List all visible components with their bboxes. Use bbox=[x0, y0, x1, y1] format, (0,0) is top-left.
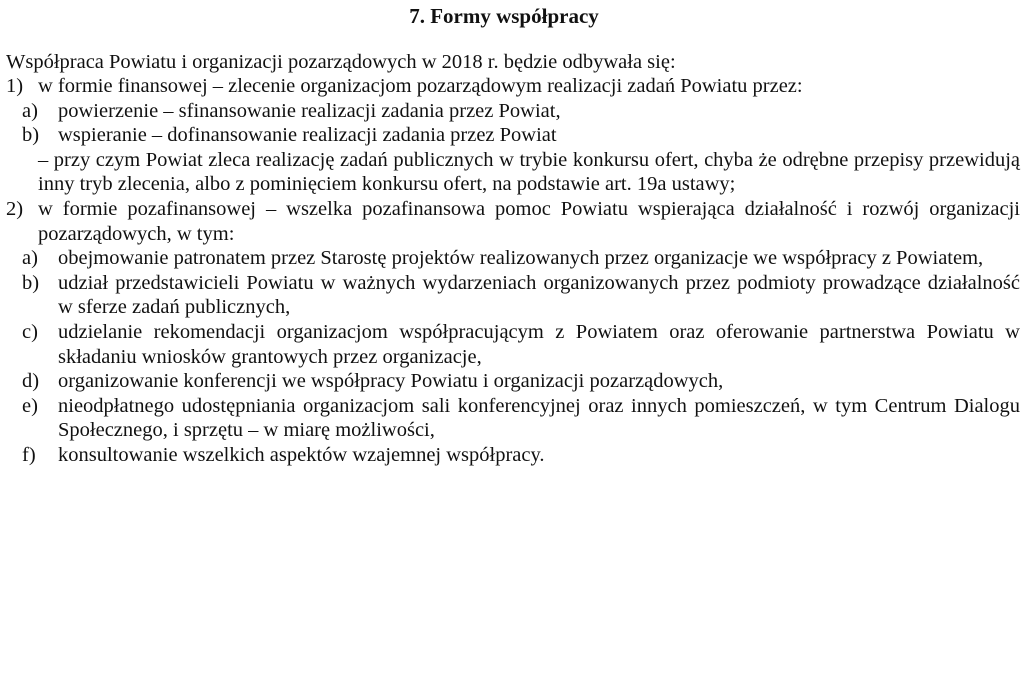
sub-item-2e bbox=[6, 394, 1020, 443]
sub-item-2b bbox=[6, 271, 1020, 320]
list-number: 2) bbox=[6, 197, 24, 220]
sub-letter: a) bbox=[22, 247, 38, 270]
sub-item-text: nieodpłatnego udostępniania organizacjom sali konferencyjnej oraz innych pomieszczeń, w tym Centrum Dialogu Społecznego, i sprzętu – w miarę możliwości, bbox=[58, 394, 1020, 442]
sub-item-text: powierzenie – sfinansowanie realizacji zadania przez Powiat, bbox=[58, 99, 561, 122]
sub-item-2a bbox=[6, 246, 1020, 271]
sub-item-text: wspieranie – dofinansowanie realizacji zadania przez Powiat bbox=[58, 124, 557, 147]
list-item-text: w formie pozafinansowej – wszelka pozafinansowa pomoc Powiatu wspierająca działalność i rozwój organizacji pozarządowych, w tym: bbox=[38, 197, 1020, 245]
sub-letter: d) bbox=[22, 370, 40, 393]
item-continuation: – przy czym Powiat zleca realizację zadań publicznych w trybie konkursu ofert, chyba że odrębne przepisy przewidują inny tryb zlecenia, albo z pominięciem konkursu ofert, na podstawie art. 19a ustawy; bbox=[38, 148, 1020, 196]
sub-letter: e) bbox=[22, 394, 38, 417]
section-title: 7. Formy współpracy bbox=[409, 4, 599, 28]
sub-letter: b) bbox=[22, 124, 40, 147]
list-item-2 bbox=[6, 197, 1020, 468]
sub-item-text: udział przedstawicieli Powiatu w ważnych wydarzeniach organizowanych przez podmioty prowadzące działalność w sferze zadań publicznych, bbox=[58, 271, 1020, 319]
sub-item-text: konsultowanie wszelkich aspektów wzajemnej współpracy. bbox=[58, 443, 545, 466]
sub-item-2c bbox=[6, 320, 1020, 369]
list-number: 1) bbox=[6, 75, 24, 97]
sub-item-text: udzielanie rekomendacji organizacjom współpracującym z Powiatem oraz oferowanie partnerstwa Powiatu w składaniu wniosków grantowych przez organizacje, bbox=[58, 320, 1020, 368]
sub-item-2d bbox=[6, 369, 1020, 394]
sub-item-2f bbox=[6, 443, 1020, 468]
sub-letter: c) bbox=[22, 320, 38, 343]
sub-item-1a bbox=[6, 99, 1020, 124]
list-item-text: w formie finansowej – zlecenie organizacjom pozarządowym realizacji zadań Powiatu przez: bbox=[38, 75, 803, 97]
list-item-1 bbox=[6, 74, 1020, 197]
sub-letter: b) bbox=[22, 271, 40, 294]
sub-item-text: obejmowanie patronatem przez Starostę projektów realizowanych przez organizacje we współpracy z Powiatem, bbox=[58, 247, 984, 270]
sub-item-1b bbox=[6, 123, 1020, 148]
sub-letter: a) bbox=[22, 99, 38, 122]
intro-paragraph: Współpraca Powiatu i organizacji pozarządowych w 2018 r. będzie odbywała się: bbox=[6, 51, 676, 73]
sub-item-text: organizowanie konferencji we współpracy Powiatu i organizacji pozarządowych, bbox=[58, 370, 724, 393]
sub-letter: f) bbox=[22, 443, 36, 466]
